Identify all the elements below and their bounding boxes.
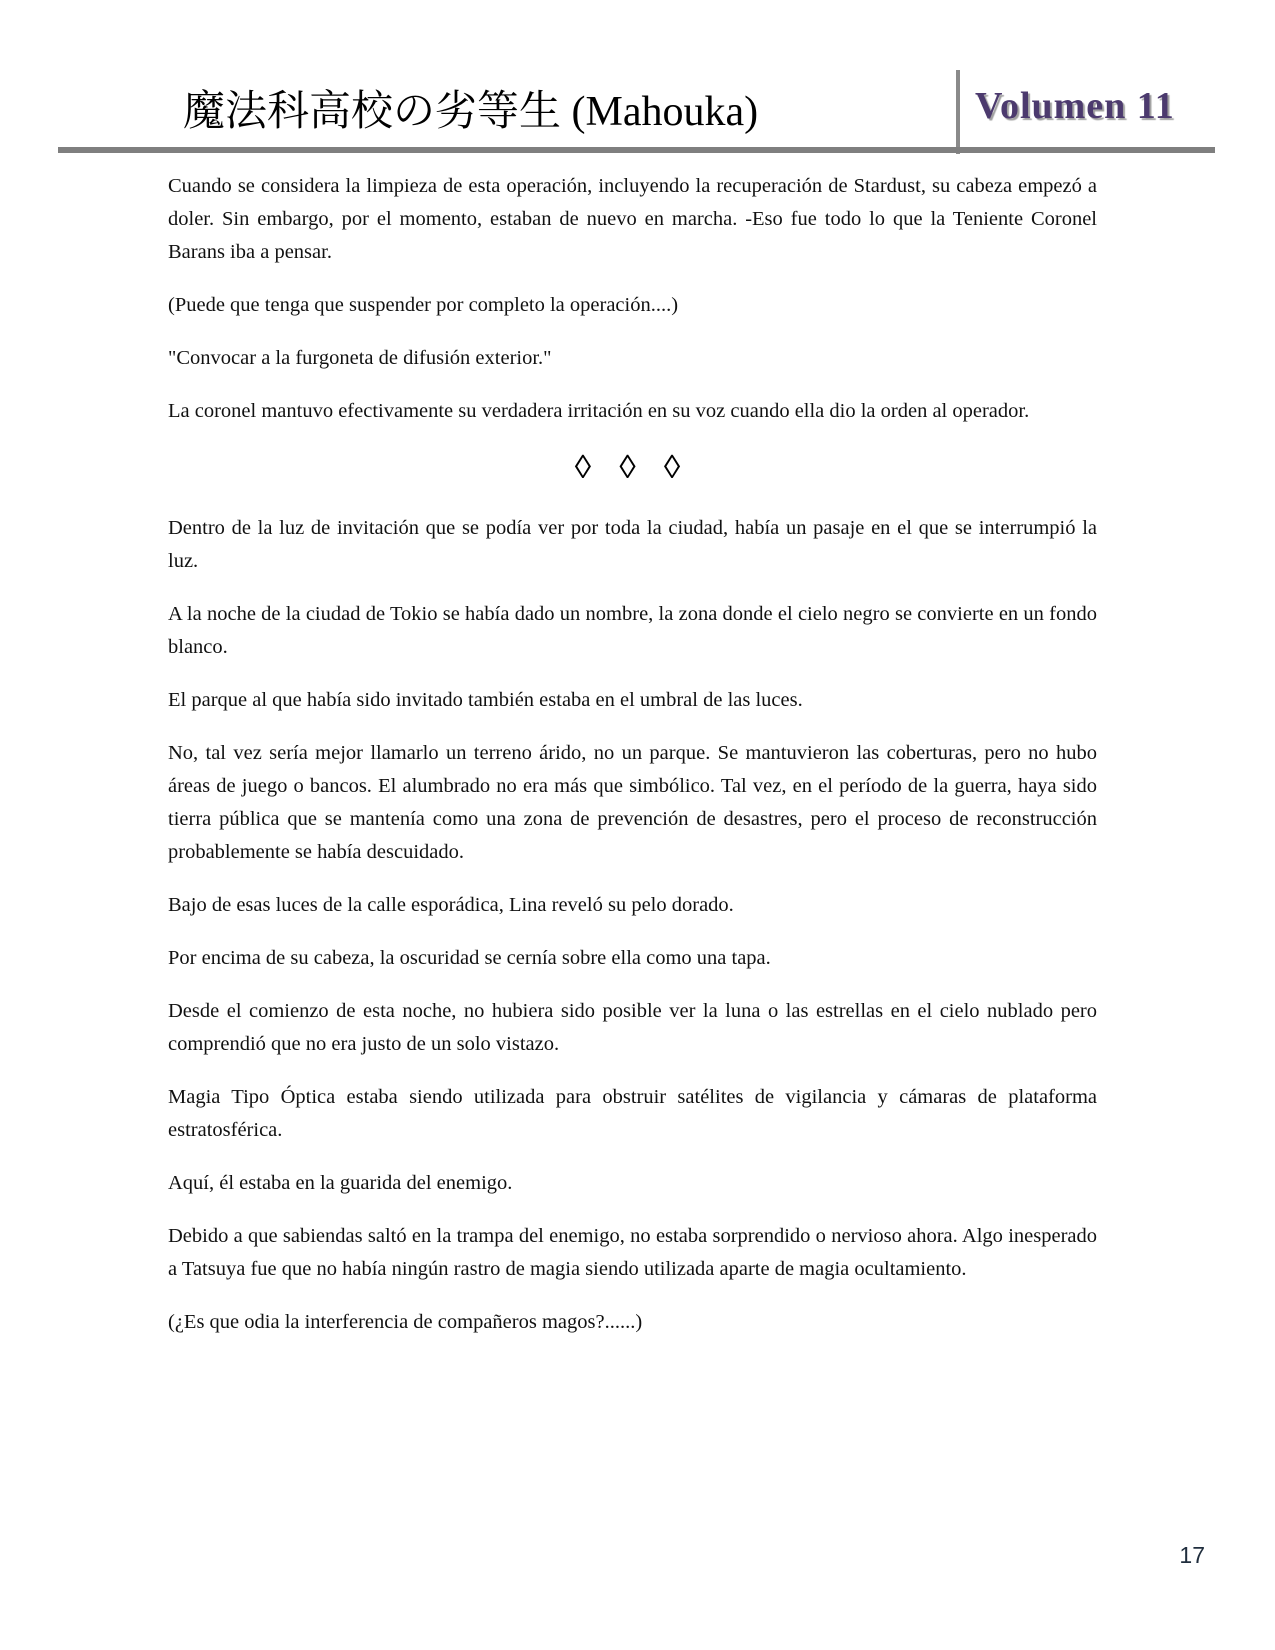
- paragraph: La coronel mantuvo efectivamente su verdadera irritación en su voz cuando ella dio la orden al operador.: [168, 400, 1030, 422]
- paragraph: Por encima de su cabeza, la oscuridad se cernía sobre ella como una tapa.: [168, 947, 771, 969]
- paragraph: No, tal vez sería mejor llamarlo un terreno árido, no un parque. Se mantuvieron las coberturas, pero no hubo áreas de juego o bancos. El alumbrado no era más que simbólico. Tal vez, en el período de la guerra, haya sido tierra pública que se mantenía como una zona de prevención de desastres, pero el proceso de reconstrucción probablemente se había descuidado.: [168, 742, 1097, 863]
- page-number: 17: [1179, 1542, 1205, 1568]
- section-separator: ◊ ◊ ◊: [574, 450, 691, 486]
- volume-label: Volumen 11: [975, 85, 1175, 127]
- page-title: 魔法科高校の劣等生 (Mahouka): [183, 89, 759, 135]
- paragraph: Desde el comienzo de esta noche, no hubiera sido posible ver la luna o las estrellas en el cielo nublado pero comprendió que no era justo de un solo vistazo.: [168, 1000, 1097, 1055]
- header-vertical-divider: [956, 70, 960, 154]
- paragraph: Aquí, él estaba en la guarida del enemigo.: [168, 1172, 513, 1194]
- paragraph: "Convocar a la furgoneta de difusión exterior.": [168, 347, 552, 369]
- paragraph: A la noche de la ciudad de Tokio se había dado un nombre, la zona donde el cielo negro se convierte en un fondo blanco.: [168, 603, 1097, 658]
- body-text: [168, 170, 1097, 1359]
- paragraph: Magia Tipo Óptica estaba siendo utilizada para obstruir satélites de vigilancia y cámaras de plataforma estratosférica.: [168, 1086, 1097, 1141]
- paragraph: Cuando se considera la limpieza de esta operación, incluyendo la recuperación de Stardust, su cabeza empezó a doler. Sin embargo, por el momento, estaban de nuevo en marcha. -Eso fue todo lo que la Teniente Coronel Barans iba a pensar.: [168, 175, 1097, 263]
- paragraph: El parque al que había sido invitado también estaba en el umbral de las luces.: [168, 689, 803, 711]
- paragraph: Debido a que sabiendas saltó en la trampa del enemigo, no estaba sorprendido o nervioso ahora. Algo inesperado a Tatsuya fue que no había ningún rastro de magia siendo utilizada aparte de magia ocultamiento.: [168, 1225, 1097, 1280]
- paragraph: Bajo de esas luces de la calle esporádica, Lina reveló su pelo dorado.: [168, 894, 734, 916]
- paragraph: (Puede que tenga que suspender por completo la operación....): [168, 294, 679, 316]
- header-rule: [58, 147, 1215, 153]
- paragraph: Dentro de la luz de invitación que se podía ver por toda la ciudad, había un pasaje en el que se interrumpió la luz.: [168, 517, 1097, 572]
- paragraph: (¿Es que odia la interferencia de compañeros magos?......): [168, 1311, 643, 1333]
